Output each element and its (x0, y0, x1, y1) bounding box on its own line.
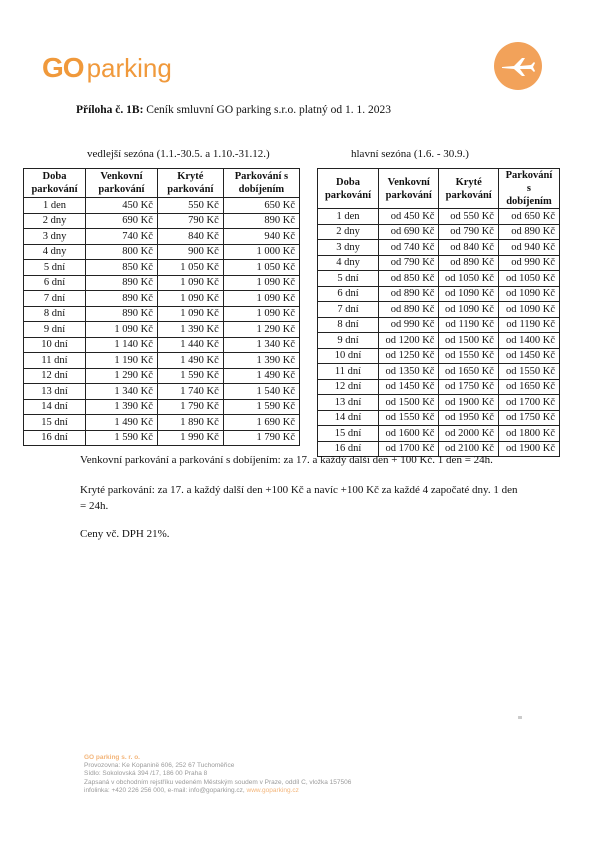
cell-duration: 7 dní (318, 302, 379, 318)
cell-charging: od 1050 Kč (498, 271, 559, 287)
cell-charging: od 1750 Kč (498, 410, 559, 426)
cell-outdoor: od 1250 Kč (379, 348, 439, 364)
table-header-row (24, 169, 300, 198)
note-covered: Kryté parkování: za 17. a každý další den +100 Kč a navíc +100 Kč za každé 4 započaté dny. 1 den = 24h. (80, 484, 518, 512)
cell-covered: od 550 Kč (439, 209, 499, 225)
cell-outdoor: od 890 Kč (379, 286, 439, 302)
cell-covered: od 1550 Kč (439, 348, 499, 364)
cell-charging: 1 590 Kč (223, 399, 299, 415)
cell-outdoor: 1 140 Kč (86, 337, 158, 353)
cell-charging: 1 490 Kč (223, 368, 299, 384)
cell-covered: od 1500 Kč (439, 333, 499, 349)
cell-duration: 8 dní (24, 306, 86, 322)
table-row (318, 240, 560, 256)
header-duration: Doba parkování (318, 169, 379, 209)
cell-duration: 13 dní (24, 384, 86, 400)
cell-outdoor: 690 Kč (86, 213, 158, 229)
cell-charging: 890 Kč (223, 213, 299, 229)
header-charging: Parkování s dobíjením (498, 169, 559, 209)
table-row (24, 368, 300, 384)
cell-duration: 16 dní (318, 441, 379, 457)
cell-covered: od 1650 Kč (439, 364, 499, 380)
cell-duration: 14 dní (318, 410, 379, 426)
cell-covered: od 890 Kč (439, 255, 499, 271)
cell-outdoor: od 990 Kč (379, 317, 439, 333)
cell-charging: 1 390 Kč (223, 353, 299, 369)
cell-duration: 8 dní (318, 317, 379, 333)
cell-charging: od 1090 Kč (498, 302, 559, 318)
cell-charging: 1 290 Kč (223, 322, 299, 338)
cell-outdoor: 450 Kč (86, 198, 158, 214)
cell-outdoor: od 1550 Kč (379, 410, 439, 426)
table-row (318, 271, 560, 287)
footer (84, 754, 351, 795)
cell-covered: 790 Kč (157, 213, 223, 229)
cell-covered: 1 890 Kč (157, 415, 223, 431)
cell-covered: od 2000 Kč (439, 426, 499, 442)
cell-outdoor: 1 490 Kč (86, 415, 158, 431)
cell-duration: 11 dní (318, 364, 379, 380)
cell-covered: 1 740 Kč (157, 384, 223, 400)
go-parking-logo (42, 52, 172, 84)
cell-charging: od 990 Kč (498, 255, 559, 271)
cell-charging: od 1450 Kč (498, 348, 559, 364)
table-row (318, 379, 560, 395)
cell-charging: od 650 Kč (498, 209, 559, 225)
cell-covered: 1 090 Kč (157, 306, 223, 322)
cell-charging: 1 790 Kč (223, 430, 299, 446)
table-row (24, 275, 300, 291)
cell-charging: 940 Kč (223, 229, 299, 245)
cell-outdoor: 1 290 Kč (86, 368, 158, 384)
cell-charging: 650 Kč (223, 198, 299, 214)
cell-outdoor: 1 090 Kč (86, 322, 158, 338)
cell-duration: 16 dní (24, 430, 86, 446)
cell-charging: od 1190 Kč (498, 317, 559, 333)
cell-charging: od 1700 Kč (498, 395, 559, 411)
cell-outdoor: od 1200 Kč (379, 333, 439, 349)
cell-charging: 1 340 Kč (223, 337, 299, 353)
cell-charging: 1 050 Kč (223, 260, 299, 276)
cell-covered: 1 390 Kč (157, 322, 223, 338)
table-row (24, 337, 300, 353)
cell-charging: 1 690 Kč (223, 415, 299, 431)
cell-duration: 13 dní (318, 395, 379, 411)
cell-duration: 7 dní (24, 291, 86, 307)
airplane-icon (500, 54, 536, 78)
cell-covered: od 790 Kč (439, 224, 499, 240)
table-row (24, 415, 300, 431)
cell-duration: 5 dní (318, 271, 379, 287)
cell-outdoor: 1 390 Kč (86, 399, 158, 415)
cell-outdoor: od 1350 Kč (379, 364, 439, 380)
cell-duration: 2 dny (318, 224, 379, 240)
cell-outdoor: od 740 Kč (379, 240, 439, 256)
cell-duration: 15 dní (318, 426, 379, 442)
header-charging: Parkování s dobíjením (223, 169, 299, 198)
cell-outdoor: od 850 Kč (379, 271, 439, 287)
table-row (318, 286, 560, 302)
footer-line-seat: Sídlo: Sokolovská 394 /17, 186 00 Praha 8 (84, 770, 208, 778)
cell-charging: od 890 Kč (498, 224, 559, 240)
cell-charging: 1 090 Kč (223, 275, 299, 291)
cell-covered: od 1090 Kč (439, 302, 499, 318)
cell-outdoor: od 1600 Kč (379, 426, 439, 442)
cell-covered: 1 090 Kč (157, 291, 223, 307)
cell-covered: 1 990 Kč (157, 430, 223, 446)
table-row (318, 395, 560, 411)
cell-duration: 9 dní (318, 333, 379, 349)
footer-line-premises: Provozovna: Ke Kopaninë 606, 252 67 Tuchoměřice (84, 762, 235, 770)
cell-charging: od 1400 Kč (498, 333, 559, 349)
airplane-badge (494, 42, 542, 90)
cell-outdoor: 800 Kč (86, 244, 158, 260)
cell-outdoor: 890 Kč (86, 291, 158, 307)
cell-charging: 1 000 Kč (223, 244, 299, 260)
table-row (24, 213, 300, 229)
cell-duration: 12 dní (318, 379, 379, 395)
cell-outdoor: 1 190 Kč (86, 353, 158, 369)
cell-charging: od 1090 Kč (498, 286, 559, 302)
cell-duration: 4 dny (318, 255, 379, 271)
cell-outdoor: od 1700 Kč (379, 441, 439, 457)
cell-covered: od 1050 Kč (439, 271, 499, 287)
cell-covered: od 1190 Kč (439, 317, 499, 333)
cell-outdoor: 740 Kč (86, 229, 158, 245)
cell-duration: 14 dní (24, 399, 86, 415)
cell-duration: 11 dní (24, 353, 86, 369)
cell-duration: 12 dní (24, 368, 86, 384)
cell-duration: 9 dní (24, 322, 86, 338)
cell-charging: od 940 Kč (498, 240, 559, 256)
table-row (24, 430, 300, 446)
table-row (318, 333, 560, 349)
table-row (24, 384, 300, 400)
cell-duration: 2 dny (24, 213, 86, 229)
footer-line-registry: Zapsaná v obchodním rejstříku vedeném Městským soudem v Praze, oddíl C, vložka 157506 (84, 778, 352, 786)
table-row (24, 399, 300, 415)
cell-charging: od 1800 Kč (498, 426, 559, 442)
cell-outdoor: 890 Kč (86, 306, 158, 322)
cell-outdoor: od 790 Kč (379, 255, 439, 271)
table-row (318, 255, 560, 271)
cell-duration: 1 den (24, 198, 86, 214)
cell-charging: od 1650 Kč (498, 379, 559, 395)
table-header-row (318, 169, 560, 209)
table-row (24, 291, 300, 307)
cell-covered: od 1750 Kč (439, 379, 499, 395)
cell-covered: od 1900 Kč (439, 395, 499, 411)
cell-charging: 1 090 Kč (223, 306, 299, 322)
header-outdoor: Venkovní parkování (379, 169, 439, 209)
table-row (318, 410, 560, 426)
main-season-price-table (317, 168, 560, 457)
cell-duration: 6 dní (24, 275, 86, 291)
table-row (24, 244, 300, 260)
cell-covered: 1 790 Kč (157, 399, 223, 415)
cell-duration: 3 dny (24, 229, 86, 245)
cell-charging: od 1550 Kč (498, 364, 559, 380)
cell-covered: od 1090 Kč (439, 286, 499, 302)
table-row (318, 317, 560, 333)
table-row (318, 426, 560, 442)
cell-charging: od 1900 Kč (498, 441, 559, 457)
header-covered: Kryté parkování (157, 169, 223, 198)
note-vat: Ceny vč. DPH 21%. (80, 528, 170, 540)
header-outdoor: Venkovní parkování (86, 169, 158, 198)
cell-outdoor: od 690 Kč (379, 224, 439, 240)
cell-charging: 1 090 Kč (223, 291, 299, 307)
footer-contact: infolinka: +420 226 256 000, e-mail: info@goparking.cz, (84, 786, 245, 794)
cell-covered: 1 590 Kč (157, 368, 223, 384)
table-row (24, 260, 300, 276)
cell-outdoor: 890 Kč (86, 275, 158, 291)
cell-covered: 1 440 Kč (157, 337, 223, 353)
cell-covered: 550 Kč (157, 198, 223, 214)
table-row (318, 209, 560, 225)
table-row (24, 306, 300, 322)
cell-covered: 1 490 Kč (157, 353, 223, 369)
footer-line-contact (84, 787, 351, 795)
cell-charging: 1 540 Kč (223, 384, 299, 400)
cell-covered: 1 050 Kč (157, 260, 223, 276)
table-row (24, 322, 300, 338)
note-outdoor-charging: Venkovní parkování a parkování s dobíjením: za 17. a každý další den + 100 Kč. 1 den = 24h. (80, 454, 493, 466)
cell-covered: 1 090 Kč (157, 275, 223, 291)
off-season-price-table (23, 168, 300, 446)
cell-outdoor: od 1450 Kč (379, 379, 439, 395)
title-text: Ceník smluvní GO parking s.r.o. platný od 1. 1. 2023 (146, 104, 391, 116)
cell-covered: 840 Kč (157, 229, 223, 245)
scan-mark (518, 716, 522, 719)
header-duration: Doba parkování (24, 169, 86, 198)
cell-outdoor: 850 Kč (86, 260, 158, 276)
off-season-label: vedlejší sezóna (1.1.-30.5. a 1.10.-31.12.) (87, 148, 270, 160)
table-row (318, 224, 560, 240)
title-prefix: Příloha č. 1B: (76, 104, 144, 116)
table-row (24, 229, 300, 245)
footer-company: GO parking s. r. o. (84, 754, 140, 761)
cell-outdoor: 1 340 Kč (86, 384, 158, 400)
logo-go: GO (42, 52, 84, 83)
cell-duration: 3 dny (318, 240, 379, 256)
table-row (318, 364, 560, 380)
cell-covered: od 2100 Kč (439, 441, 499, 457)
table-row (24, 198, 300, 214)
logo-parking: parking (86, 53, 172, 83)
cell-outdoor: od 450 Kč (379, 209, 439, 225)
cell-duration: 10 dní (24, 337, 86, 353)
cell-duration: 15 dní (24, 415, 86, 431)
cell-covered: od 1950 Kč (439, 410, 499, 426)
cell-covered: 900 Kč (157, 244, 223, 260)
cell-duration: 5 dní (24, 260, 86, 276)
table-row (24, 353, 300, 369)
cell-outdoor: od 1500 Kč (379, 395, 439, 411)
footer-web-link[interactable]: www.goparking.cz (246, 786, 299, 794)
cell-outdoor: od 890 Kč (379, 302, 439, 318)
header-covered: Kryté parkování (439, 169, 499, 209)
cell-outdoor: 1 590 Kč (86, 430, 158, 446)
table-row (318, 302, 560, 318)
cell-duration: 4 dny (24, 244, 86, 260)
table-row (318, 348, 560, 364)
main-season-label: hlavní sezóna (1.6. - 30.9.) (351, 148, 469, 160)
cell-duration: 1 den (318, 209, 379, 225)
cell-duration: 10 dní (318, 348, 379, 364)
cell-duration: 6 dní (318, 286, 379, 302)
cell-covered: od 840 Kč (439, 240, 499, 256)
document-title (76, 104, 391, 116)
